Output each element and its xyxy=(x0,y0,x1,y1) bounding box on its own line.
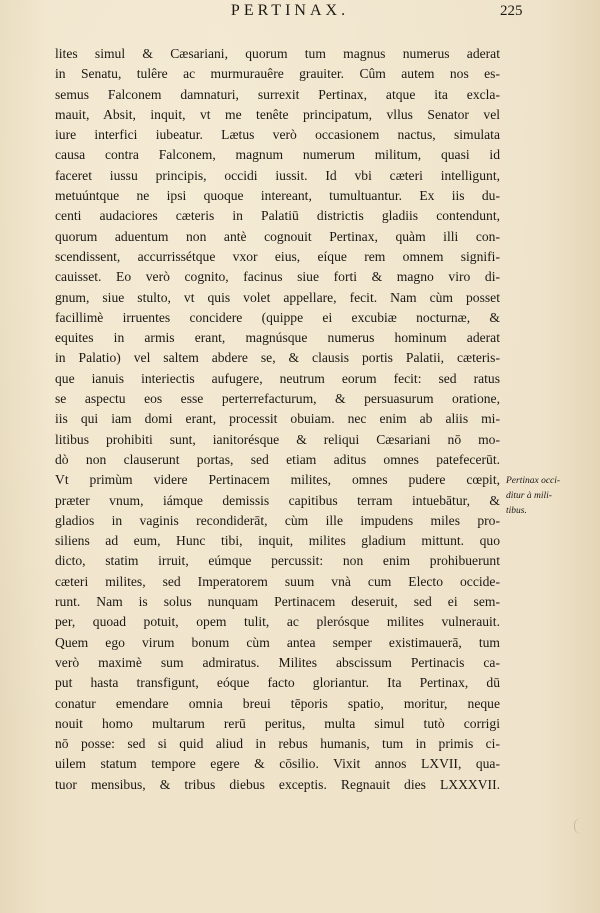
text-line: scendissent, accurrissétque vxor eius, eíque rem omnem signifi- xyxy=(55,248,500,264)
text-line: in Senatu, tulêre ac murmurauêre grauiter. Cûm autem nos es- xyxy=(55,66,500,82)
text-line: lites simul & Cæsariani, quorum tum magnus numerus aderat xyxy=(55,46,500,61)
text-line: faceret iussu principis, occidi iussit. Id vbi cæteri intelligunt, xyxy=(55,167,500,183)
text-line: put hasta transfigunt, eóque facto gloriantur. Ita Pertinax, dū xyxy=(55,675,500,691)
text-line: mauit, Absit, inquit, vt me tenête principatum, vllus Senator vel xyxy=(55,106,500,122)
text-line: Vt primùm videre Pertinacem milites, omnes pudere cœpit, xyxy=(55,472,500,488)
text-line: Quem ego virum bonum cùm antea semper existimauerā, tum xyxy=(55,634,500,650)
page-number: 225 xyxy=(500,3,523,19)
text-line: iis qui iam domi erant, processit obuiam. nec enim ab aliis mi- xyxy=(55,411,500,427)
text-line: in Palatio) vel saltem abdere se, & clausis portis Palatii, cæteris- xyxy=(55,350,500,366)
body-text xyxy=(55,44,500,795)
text-line: dicto, statim irruit, eúmque percussit: non enim prohibuerunt xyxy=(55,553,500,569)
text-line: nouit homo multarum rerū peritus, multa simul tutò corrigi xyxy=(55,715,500,731)
text-line: præter vnum, iámque demissis capitibus terram intuebātur, & xyxy=(55,492,500,508)
text-line: uilem statum tempore egere & cōsilio. Vixit annos LXVII, qua- xyxy=(55,756,500,772)
text-line: gladios in vaginis recondiderāt, cùm ille impudens miles pro- xyxy=(55,512,500,528)
text-line: quorum aduentum non antè cognouit Pertinax, quàm illi con- xyxy=(55,228,500,244)
text-line: iure interfici iubeatur. Lætus verò occasionem nactus, simulata xyxy=(55,127,500,143)
text-line: se aspectu eos esse perterrefacturum, & persuasurum oratione, xyxy=(55,391,500,407)
text-line: per, quoad potuit, opem tulit, ac plerósque milites vulnerauit. xyxy=(55,614,500,630)
text-line: facillimè irruentes concidere (quippe ei excubiæ nocturnæ, & xyxy=(55,309,500,325)
text-line: metuúntque ne ipsi quoque intereant, tumultuantur. Ex iis du- xyxy=(55,188,500,204)
running-title: PERTINAX. xyxy=(230,2,350,19)
text-line: dò non clauserunt portas, sed etiam aditus omnes patefecerūt. xyxy=(55,451,500,467)
text-line: causa contra Falconem, magnum numerum militum, quasi id xyxy=(55,147,500,163)
marginal-note xyxy=(506,474,594,519)
text-line: nō posse: sed si quid aliud in rebus humanis, tum in primis ci- xyxy=(55,736,500,752)
marginal-note-line: Pertinax occi- xyxy=(506,476,561,486)
page-edge-mark xyxy=(574,818,581,834)
text-line: verò maximè sum admiratus. Milites abscissum Pertinacis ca- xyxy=(55,654,500,670)
text-line: que ianuis interiectis aufugere, neutrum eorum fecit: sed ratus xyxy=(55,370,500,386)
text-line: litibus prohibiti sunt, ianitorésque & reliqui Cæsariani nō mo- xyxy=(55,431,500,447)
text-line: cæteri milites, sed Imperatorem suum vnà cum Electo occide- xyxy=(55,573,500,589)
text-line: siliens ad eum, Hunc tibi, inquit, milites gladium mittunt. quo xyxy=(55,533,500,549)
text-line: conatur emendare omnia breui tēporis spatio, moritur, neque xyxy=(55,695,500,711)
marginal-note-line: ditur à mili- xyxy=(506,491,552,501)
text-line: tuor mensibus, & tribus diebus exceptis. Regnauit dies LXXXVII. xyxy=(55,776,500,792)
text-line: cauisset. Eo verò cognito, facinus siue forti & magno viro di- xyxy=(55,269,500,285)
text-line: equites in armis erant, magnúsque numerus hominum aderat xyxy=(55,330,500,346)
text-line: centi audaciores cæteris in Palatiū districtis gladiis contendunt, xyxy=(55,208,500,224)
text-line: semus Falconem damnaturi, surrexit Pertinax, atque ita excla- xyxy=(55,86,500,102)
text-line: runt. Nam is solus nunquam Pertinacem deseruit, sed ei sem- xyxy=(55,594,500,610)
text-line: gnum, siue stulto, vt quis volet appellare, fecit. Nam cùm posset xyxy=(55,289,500,305)
marginal-note-line: tibus. xyxy=(506,506,527,516)
